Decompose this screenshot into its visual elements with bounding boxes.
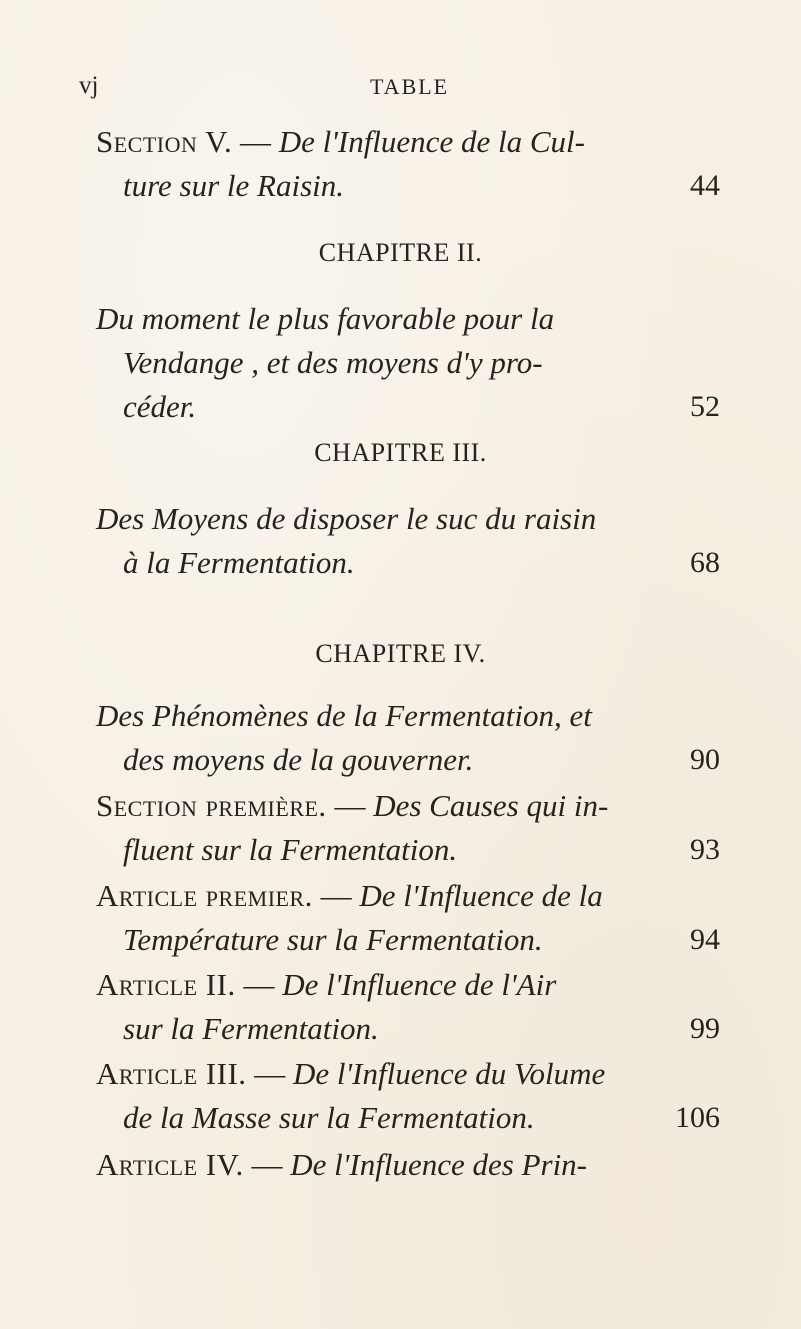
toc-line <box>96 1007 720 1051</box>
toc-entry-section-v <box>96 120 720 208</box>
entry-lead: Article premier. <box>96 878 313 913</box>
entry-dash: — <box>239 124 271 159</box>
entry-dash: — <box>320 878 352 913</box>
chapter-heading-ii: CHAPITRE II. <box>318 238 483 267</box>
toc-entry-chapter-iv <box>96 694 720 782</box>
entry-title: De l'Influence de la <box>359 878 603 913</box>
page-number: 106 <box>675 1101 720 1134</box>
page-folio: vj <box>79 72 99 99</box>
running-head <box>0 70 801 104</box>
entry-title-continued: à la Fermentation. <box>123 545 355 580</box>
toc-line <box>96 541 720 585</box>
toc-line <box>96 1096 720 1140</box>
toc-line <box>96 297 716 341</box>
toc-line <box>96 874 716 918</box>
entry-title: De l'Influence du Volume <box>293 1056 606 1091</box>
page-number: 94 <box>690 923 720 956</box>
toc-line <box>96 784 716 828</box>
entry-title-continued: céder. <box>123 389 197 424</box>
entry-title: De l'Influence de la Cul- <box>278 124 585 159</box>
entry-dash: — <box>251 1147 283 1182</box>
entry-title: De l'Influence de l'Air <box>282 967 557 1002</box>
toc-line <box>96 1143 716 1187</box>
toc-entry-article-iii <box>96 1052 720 1140</box>
page-number: 68 <box>690 546 720 579</box>
chapter-heading-iii: CHAPITRE III. <box>314 438 487 467</box>
toc-line <box>96 120 716 164</box>
entry-title-continued: sur la Fermentation. <box>123 1011 379 1046</box>
toc-line <box>96 918 720 962</box>
entry-title-continued: ture sur le Raisin. <box>123 168 345 203</box>
toc-entry-chapter-ii <box>96 297 720 429</box>
entry-lead: Section première. <box>96 788 327 823</box>
chapter-heading-iv: CHAPITRE IV. <box>315 639 486 668</box>
entry-title-continued: Vendange , et des moyens d'y pro- <box>123 345 543 380</box>
entry-dash: — <box>334 788 366 823</box>
entry-title-continued: des moyens de la gouverner. <box>123 742 474 777</box>
toc-line <box>96 385 720 429</box>
entry-title-continued: fluent sur la Fermentation. <box>123 832 458 867</box>
toc-line <box>96 164 720 208</box>
entry-title: Du moment le plus favorable pour la <box>96 301 555 336</box>
toc-line <box>96 341 716 385</box>
entry-title: Des Phénomènes de la Fermentation, et <box>96 698 592 733</box>
entry-lead: Article IV. <box>96 1147 244 1182</box>
toc-entry-section-premiere <box>96 784 720 872</box>
page-number: 99 <box>690 1012 720 1045</box>
page-number: 90 <box>690 743 720 776</box>
entry-lead: Article II. <box>96 967 236 1002</box>
entry-title: Des Causes qui in- <box>373 788 609 823</box>
toc-entry-chapter-iii <box>96 497 720 585</box>
page-number: 93 <box>690 833 720 866</box>
entry-title: De l'Influence des Prin- <box>290 1147 588 1182</box>
toc-line <box>96 694 716 738</box>
running-title: TABLE <box>370 74 450 99</box>
toc-line <box>96 497 716 541</box>
page-number: 52 <box>690 390 720 423</box>
toc-entry-article-ii <box>96 963 720 1051</box>
toc-line <box>96 828 720 872</box>
entry-dash: — <box>254 1056 286 1091</box>
entry-lead: Article III. <box>96 1056 247 1091</box>
toc-entry-article-iv <box>96 1143 716 1187</box>
toc-line <box>96 1052 716 1096</box>
toc-entry-article-premier <box>96 874 720 962</box>
entry-title-continued: de la Masse sur la Fermentation. <box>123 1100 535 1135</box>
entry-title-continued: Température sur la Fermentation. <box>123 922 543 957</box>
entry-lead: Section V. <box>96 124 233 159</box>
toc-line <box>96 963 716 1007</box>
page-number: 44 <box>690 169 720 202</box>
entry-title: Des Moyens de disposer le suc du raisin <box>96 501 597 536</box>
toc-line <box>96 738 720 782</box>
entry-dash: — <box>243 967 275 1002</box>
